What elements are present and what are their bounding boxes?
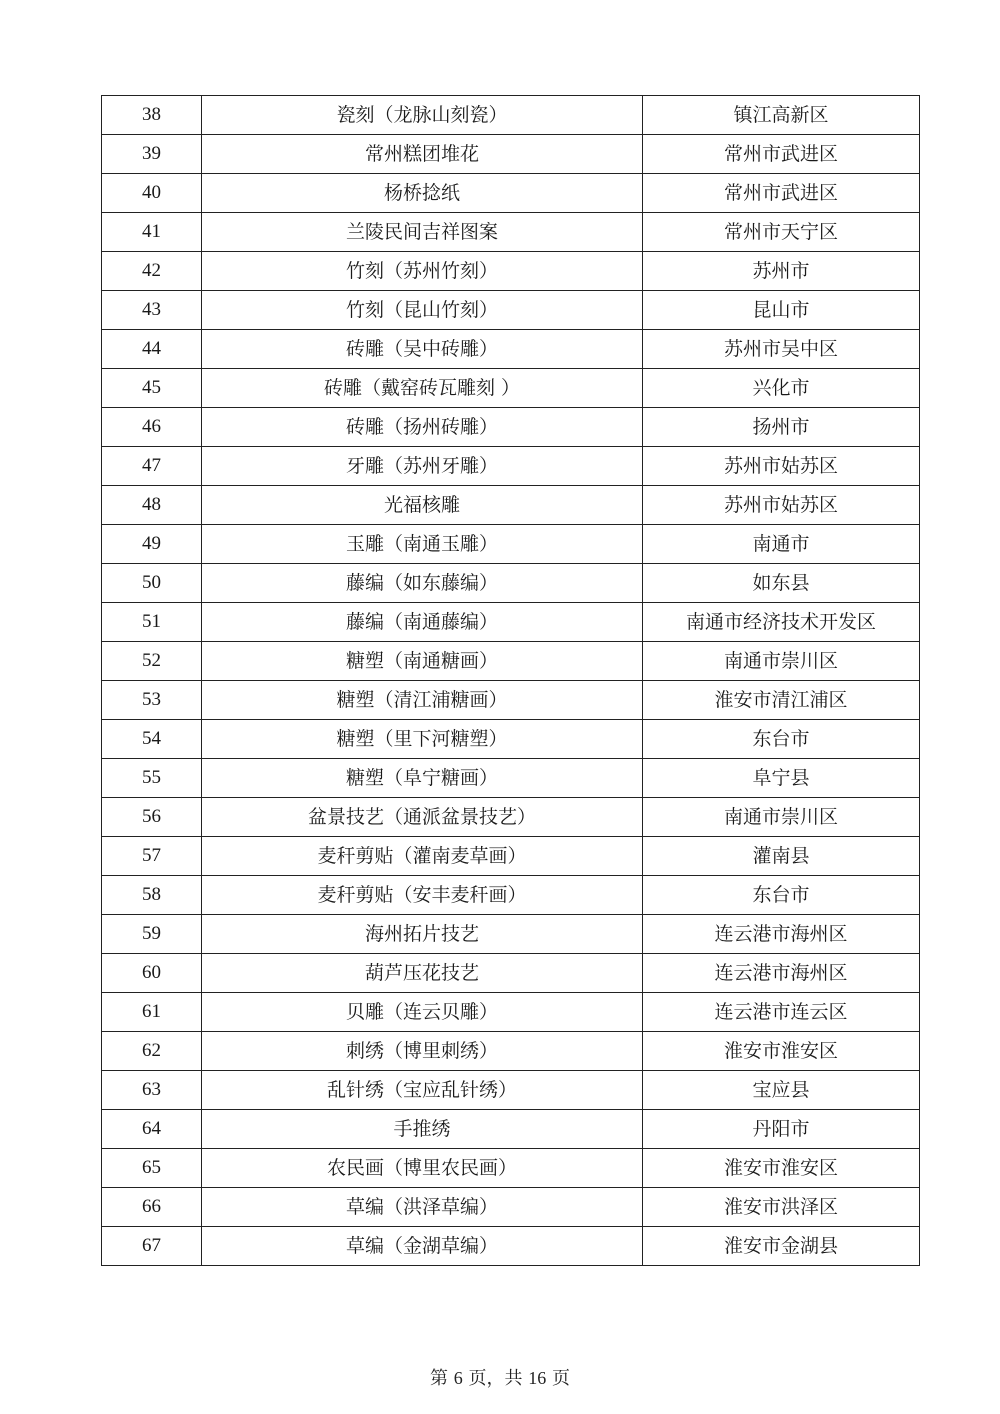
item-name: 玉雕（南通玉雕） <box>202 525 643 564</box>
table-row <box>102 1188 920 1227</box>
item-name: 贝雕（连云贝雕） <box>202 993 643 1032</box>
row-number: 42 <box>102 252 202 291</box>
table-row <box>102 993 920 1032</box>
table-row <box>102 213 920 252</box>
table-row <box>102 1071 920 1110</box>
row-number: 59 <box>102 915 202 954</box>
item-region: 丹阳市 <box>643 1110 920 1149</box>
row-number: 60 <box>102 954 202 993</box>
item-name: 葫芦压花技艺 <box>202 954 643 993</box>
item-region: 东台市 <box>643 876 920 915</box>
item-region: 淮安市洪泽区 <box>643 1188 920 1227</box>
table-row <box>102 798 920 837</box>
item-region: 淮安市金湖县 <box>643 1227 920 1266</box>
row-number: 39 <box>102 135 202 174</box>
page-footer <box>0 1367 1000 1390</box>
item-region: 淮安市清江浦区 <box>643 681 920 720</box>
row-number: 58 <box>102 876 202 915</box>
table-row <box>102 525 920 564</box>
row-number: 44 <box>102 330 202 369</box>
item-region: 连云港市连云区 <box>643 993 920 1032</box>
table-row <box>102 564 920 603</box>
row-number: 49 <box>102 525 202 564</box>
item-name: 兰陵民间吉祥图案 <box>202 213 643 252</box>
row-number: 45 <box>102 369 202 408</box>
item-name: 糖塑（里下河糖塑） <box>202 720 643 759</box>
item-region: 连云港市海州区 <box>643 954 920 993</box>
footer-prefix: 第 <box>430 1368 449 1389</box>
item-region: 镇江高新区 <box>643 96 920 135</box>
item-name: 麦秆剪贴（安丰麦秆画） <box>202 876 643 915</box>
row-number: 63 <box>102 1071 202 1110</box>
item-name: 草编（金湖草编） <box>202 1227 643 1266</box>
row-number: 53 <box>102 681 202 720</box>
item-name: 竹刻（昆山竹刻） <box>202 291 643 330</box>
heritage-list-table <box>101 95 920 1266</box>
item-name: 砖雕（扬州砖雕） <box>202 408 643 447</box>
row-number: 57 <box>102 837 202 876</box>
item-region: 常州市武进区 <box>643 174 920 213</box>
item-region: 南通市崇川区 <box>643 798 920 837</box>
item-name: 竹刻（苏州竹刻） <box>202 252 643 291</box>
item-name: 糖塑（清江浦糖画） <box>202 681 643 720</box>
table-row <box>102 837 920 876</box>
row-number: 41 <box>102 213 202 252</box>
table-body <box>102 96 920 1266</box>
item-region: 连云港市海州区 <box>643 915 920 954</box>
item-name: 瓷刻（龙脉山刻瓷） <box>202 96 643 135</box>
footer-total-pages: 16 <box>528 1368 547 1388</box>
item-region: 常州市天宁区 <box>643 213 920 252</box>
table-row <box>102 447 920 486</box>
item-name: 牙雕（苏州牙雕） <box>202 447 643 486</box>
item-region: 扬州市 <box>643 408 920 447</box>
table-row <box>102 369 920 408</box>
item-name: 乱针绣（宝应乱针绣） <box>202 1071 643 1110</box>
item-name: 刺绣（博里刺绣） <box>202 1032 643 1071</box>
table-row <box>102 759 920 798</box>
row-number: 38 <box>102 96 202 135</box>
table-row <box>102 720 920 759</box>
row-number: 67 <box>102 1227 202 1266</box>
row-number: 56 <box>102 798 202 837</box>
item-name: 砖雕（吴中砖雕） <box>202 330 643 369</box>
table-row <box>102 1110 920 1149</box>
item-name: 糖塑（南通糖画） <box>202 642 643 681</box>
item-name: 糖塑（阜宁糖画） <box>202 759 643 798</box>
table-row <box>102 603 920 642</box>
row-number: 54 <box>102 720 202 759</box>
table-row <box>102 135 920 174</box>
row-number: 64 <box>102 1110 202 1149</box>
item-name: 藤编（南通藤编） <box>202 603 643 642</box>
item-region: 淮安市淮安区 <box>643 1032 920 1071</box>
row-number: 50 <box>102 564 202 603</box>
item-region: 苏州市姑苏区 <box>643 486 920 525</box>
row-number: 62 <box>102 1032 202 1071</box>
item-name: 砖雕（戴窑砖瓦雕刻 ） <box>202 369 643 408</box>
table-row <box>102 915 920 954</box>
row-number: 55 <box>102 759 202 798</box>
table-row <box>102 876 920 915</box>
item-name: 农民画（博里农民画） <box>202 1149 643 1188</box>
item-region: 东台市 <box>643 720 920 759</box>
table-row <box>102 291 920 330</box>
item-name: 手推绣 <box>202 1110 643 1149</box>
table-row <box>102 954 920 993</box>
item-region: 苏州市 <box>643 252 920 291</box>
item-name: 草编（洪泽草编） <box>202 1188 643 1227</box>
table-row <box>102 330 920 369</box>
table-row <box>102 681 920 720</box>
row-number: 65 <box>102 1149 202 1188</box>
item-name: 藤编（如东藤编） <box>202 564 643 603</box>
item-name: 海州拓片技艺 <box>202 915 643 954</box>
table-row <box>102 486 920 525</box>
row-number: 48 <box>102 486 202 525</box>
row-number: 52 <box>102 642 202 681</box>
item-name: 常州糕团堆花 <box>202 135 643 174</box>
row-number: 46 <box>102 408 202 447</box>
item-name: 光福核雕 <box>202 486 643 525</box>
item-region: 兴化市 <box>643 369 920 408</box>
item-name: 盆景技艺（通派盆景技艺） <box>202 798 643 837</box>
item-region: 淮安市淮安区 <box>643 1149 920 1188</box>
row-number: 51 <box>102 603 202 642</box>
row-number: 40 <box>102 174 202 213</box>
item-region: 南通市经济技术开发区 <box>643 603 920 642</box>
item-name: 麦秆剪贴（灌南麦草画） <box>202 837 643 876</box>
row-number: 61 <box>102 993 202 1032</box>
item-region: 南通市崇川区 <box>643 642 920 681</box>
item-region: 如东县 <box>643 564 920 603</box>
item-region: 常州市武进区 <box>643 135 920 174</box>
item-region: 苏州市姑苏区 <box>643 447 920 486</box>
table-row <box>102 1149 920 1188</box>
footer-middle: 页，共 <box>468 1368 523 1389</box>
table-row <box>102 252 920 291</box>
row-number: 43 <box>102 291 202 330</box>
table-row <box>102 408 920 447</box>
table-row <box>102 96 920 135</box>
table-row <box>102 642 920 681</box>
footer-page-number: 6 <box>453 1368 463 1388</box>
table-row <box>102 174 920 213</box>
table-row <box>102 1032 920 1071</box>
item-region: 昆山市 <box>643 291 920 330</box>
row-number: 66 <box>102 1188 202 1227</box>
item-region: 宝应县 <box>643 1071 920 1110</box>
table-row <box>102 1227 920 1266</box>
item-name: 杨桥捻纸 <box>202 174 643 213</box>
row-number: 47 <box>102 447 202 486</box>
item-region: 南通市 <box>643 525 920 564</box>
item-region: 苏州市吴中区 <box>643 330 920 369</box>
item-region: 灌南县 <box>643 837 920 876</box>
item-region: 阜宁县 <box>643 759 920 798</box>
footer-suffix: 页 <box>551 1368 570 1389</box>
